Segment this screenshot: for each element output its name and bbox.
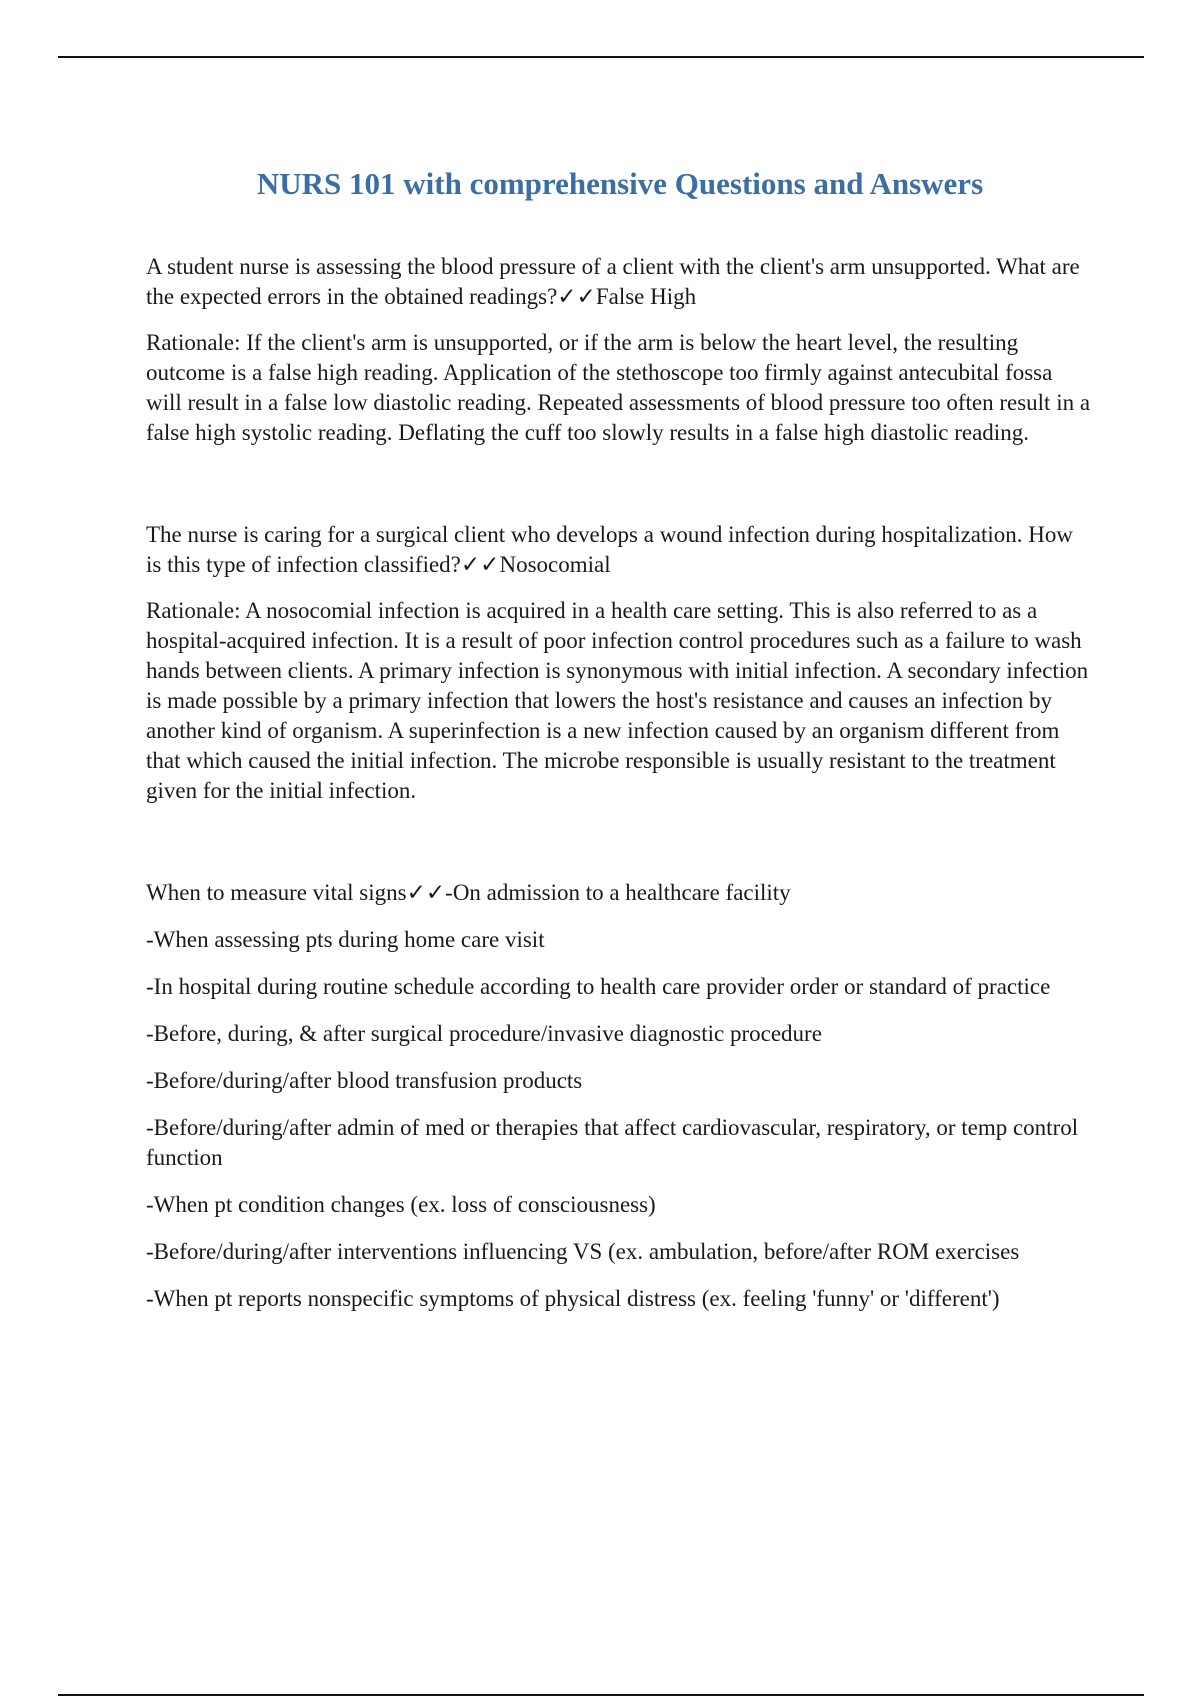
- vital-signs-question-text: When to measure vital signs: [146, 880, 407, 905]
- vital-signs-question: [146, 878, 1092, 908]
- checkmark-icon: ✓✓: [557, 284, 596, 309]
- list-item: -Before, during, & after surgical procedure/invasive diagnostic procedure: [146, 1021, 822, 1046]
- checkmark-icon: ✓✓: [460, 552, 500, 577]
- rationale-1: Rationale: If the client's arm is unsupported, or if the arm is below the heart level, the resulting outcome is a false high reading. Application of the stethoscope too firmly against antecubital fossa will result in a false low diastolic reading. Repeated assessments of blood pressure too often result in a false high systolic reading. Deflating the cuff too slowly results in a false high diastolic reading.: [146, 330, 1091, 445]
- answer-2-text: Nosocomial: [499, 552, 611, 577]
- vital-signs-first-answer: -On admission to a healthcare facility: [445, 880, 791, 905]
- list-item: -When assessing pts during home care visit: [146, 927, 545, 952]
- question-1-text: A student nurse is assessing the blood pressure of a client with the client's arm unsupported. What are the expected errors in the obtained readings?: [146, 254, 1080, 309]
- qa-block-blood-pressure: [146, 252, 1092, 448]
- list-item: -When pt condition changes (ex. loss of consciousness): [146, 1192, 656, 1217]
- list-item: -When pt reports nonspecific symptoms of physical distress (ex. feeling 'funny' or 'different'): [146, 1286, 1000, 1311]
- question-text: [146, 520, 1092, 580]
- rationale-2: Rationale: A nosocomial infection is acquired in a health care setting. This is also referred to as a hospital-acquired infection. It is a result of poor infection control procedures such as a failure to wash hands between clients. A primary infection is synonymous with initial infection. A secondary infection is made possible by a primary infection that lowers the host's resistance and causes an infection by another kind of organism. A superinfection is a new infection caused by an organism different from that which caused the initial infection. The microbe responsible is usually resistant to the treatment given for the initial infection.: [146, 598, 1089, 803]
- top-rule: [58, 56, 1144, 58]
- list-item: -Before/during/after blood transfusion products: [146, 1068, 583, 1093]
- document-title: NURS 101 with comprehensive Questions and Answers: [256, 166, 984, 201]
- bottom-rule: [58, 1694, 1144, 1696]
- answer-1-text: False High: [595, 284, 697, 309]
- list-item: -In hospital during routine schedule according to health care provider order or standard of practice: [146, 974, 1051, 999]
- vital-signs-list: [146, 878, 1092, 1314]
- document-body: [146, 252, 1092, 1331]
- list-item: -Before/during/after admin of med or therapies that affect cardiovascular, respiratory, or temp control function: [146, 1115, 1079, 1170]
- checkmark-icon: ✓✓: [406, 880, 446, 905]
- question-text: [146, 252, 1092, 312]
- qa-block-infection: [146, 520, 1092, 806]
- question-2-text: The nurse is caring for a surgical client who develops a wound infection during hospitalization. How is this type of infection classified?: [146, 522, 1074, 577]
- list-item: -Before/during/after interventions influencing VS (ex. ambulation, before/after ROM exercises: [146, 1239, 1020, 1264]
